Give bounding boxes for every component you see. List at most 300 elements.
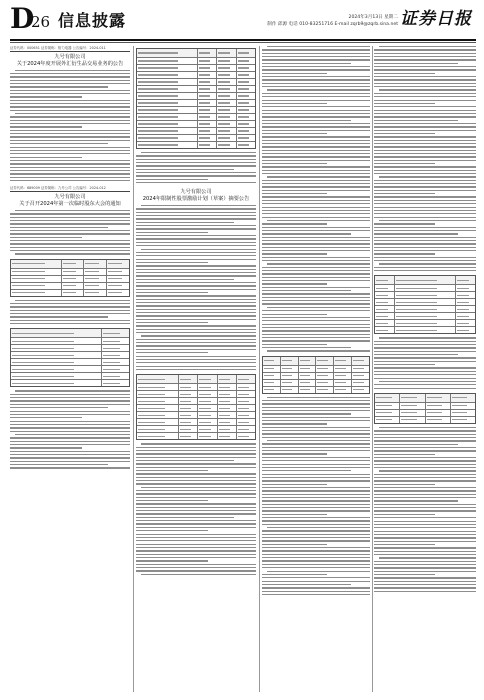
table-cell — [137, 135, 198, 141]
table-cell — [395, 285, 457, 291]
page-header — [10, 4, 476, 38]
text-line — [374, 56, 476, 57]
text-line — [267, 350, 370, 351]
text-line — [262, 460, 370, 461]
text-line — [262, 200, 370, 201]
text-line — [10, 431, 130, 432]
text-line — [136, 352, 208, 353]
text-line — [10, 73, 130, 74]
table-cell — [352, 380, 369, 386]
text-line — [262, 243, 370, 244]
table-cell — [198, 412, 217, 418]
text-line — [374, 480, 476, 481]
text-line — [136, 279, 234, 280]
text-line — [262, 450, 370, 451]
table-cell — [11, 373, 102, 379]
body-text — [374, 46, 476, 273]
text-line — [374, 250, 476, 251]
text-line — [141, 335, 256, 336]
text-line — [10, 143, 108, 144]
text-line — [374, 257, 476, 258]
table-cell — [137, 426, 179, 432]
text-line — [262, 490, 370, 491]
text-line — [374, 150, 476, 151]
text-line — [267, 176, 370, 177]
table-cell — [217, 93, 236, 99]
text-line — [136, 447, 256, 448]
table-cell — [334, 387, 352, 393]
text-line — [374, 63, 458, 64]
text-line — [262, 86, 370, 87]
text-line — [374, 551, 476, 552]
table-cell — [375, 410, 400, 416]
text-line — [374, 567, 476, 568]
text-line — [262, 150, 370, 151]
header-info — [267, 14, 398, 28]
table-cell — [281, 357, 299, 365]
text-line — [374, 247, 476, 248]
table-cell — [107, 276, 129, 282]
table-cell — [11, 345, 102, 351]
text-line — [262, 554, 370, 555]
table-cell — [198, 433, 217, 439]
text-line — [374, 86, 476, 87]
text-line — [262, 557, 370, 558]
table-cell — [198, 135, 217, 141]
text-line — [136, 162, 256, 163]
text-line — [136, 480, 256, 481]
table-cell — [179, 426, 198, 432]
text-line — [262, 517, 370, 518]
text-line — [262, 540, 370, 541]
text-line — [374, 527, 476, 528]
text-line — [374, 514, 435, 515]
text-line — [10, 223, 130, 224]
table-cell — [137, 121, 198, 127]
table-cell — [62, 290, 85, 296]
text-line — [262, 116, 370, 117]
table-cell — [137, 398, 179, 404]
text-line — [15, 70, 130, 71]
table-cell — [217, 49, 236, 57]
table-cell — [316, 380, 334, 386]
table-row — [137, 142, 255, 148]
text-line — [374, 253, 435, 254]
text-line — [10, 454, 130, 455]
text-line — [10, 303, 130, 304]
table-cell — [352, 357, 369, 365]
table-row — [137, 121, 255, 128]
text-line — [262, 317, 370, 318]
announcement-title — [10, 194, 130, 208]
text-line — [262, 180, 370, 181]
table-cell — [456, 276, 475, 284]
text-line — [136, 560, 208, 561]
table-cell — [237, 142, 255, 148]
text-line — [136, 497, 256, 498]
column-divider — [372, 46, 373, 692]
table-cell — [334, 373, 352, 379]
table-cell — [62, 269, 85, 275]
text-line — [374, 146, 476, 147]
text-line — [262, 210, 370, 211]
text-line — [262, 520, 370, 521]
text-line — [262, 290, 351, 291]
text-line — [262, 477, 370, 478]
text-line — [374, 207, 476, 208]
table-cell — [334, 357, 352, 365]
table-cell — [179, 433, 198, 439]
body-text — [10, 70, 130, 184]
table-cell — [263, 380, 281, 386]
table-cell — [400, 403, 425, 409]
data-table — [136, 48, 256, 149]
text-line — [379, 46, 476, 47]
text-line — [374, 59, 476, 60]
text-line — [10, 120, 130, 121]
text-line — [374, 163, 435, 164]
text-line — [262, 514, 327, 515]
table-cell — [84, 260, 107, 268]
text-line — [136, 527, 256, 528]
text-line — [262, 73, 327, 74]
text-line — [262, 467, 370, 468]
table-cell — [375, 306, 395, 312]
table-cell — [237, 114, 255, 120]
table-cell — [11, 338, 102, 344]
table-cell — [198, 405, 217, 411]
text-line — [15, 434, 130, 435]
text-line — [136, 523, 256, 524]
text-line — [262, 110, 370, 111]
text-line — [10, 150, 130, 151]
body-text — [10, 300, 130, 327]
text-line — [262, 547, 370, 548]
text-line — [374, 210, 476, 211]
text-line — [10, 461, 130, 462]
text-line — [15, 210, 130, 211]
text-line — [262, 560, 370, 561]
table-cell — [11, 380, 102, 386]
table-row — [137, 384, 255, 391]
publication-date: 2024年3月13日 星期二 — [348, 15, 398, 20]
text-line — [10, 400, 130, 401]
table-header-row — [375, 394, 475, 403]
table-cell — [334, 380, 352, 386]
text-line — [374, 213, 476, 214]
table-cell — [179, 391, 198, 397]
text-line — [262, 240, 370, 241]
text-line — [374, 341, 476, 342]
text-line — [136, 534, 256, 535]
text-line — [10, 177, 130, 178]
text-line — [136, 169, 234, 170]
table-cell — [456, 285, 475, 291]
text-line — [374, 467, 476, 468]
table-cell — [456, 313, 475, 319]
text-line — [374, 444, 458, 445]
text-line — [262, 320, 370, 321]
text-line — [262, 447, 370, 448]
table-cell — [316, 373, 334, 379]
table-cell — [137, 384, 179, 390]
text-line — [262, 277, 370, 278]
text-line — [136, 272, 256, 273]
text-line — [374, 354, 458, 355]
table-cell — [11, 359, 102, 365]
text-line — [374, 361, 476, 362]
table-cell — [137, 65, 198, 71]
text-line — [15, 390, 130, 391]
text-line — [136, 305, 256, 306]
text-line — [374, 103, 435, 104]
table-cell — [198, 107, 217, 113]
table-cell — [334, 366, 352, 372]
text-line — [374, 49, 476, 50]
table-cell — [375, 320, 395, 326]
table-cell — [237, 79, 255, 85]
text-line — [374, 564, 476, 565]
table-row — [137, 86, 255, 93]
text-line — [374, 233, 458, 234]
text-line — [10, 153, 130, 154]
text-line — [374, 378, 476, 379]
company-name: 九号有限公司 — [54, 54, 86, 60]
text-line — [136, 520, 256, 521]
table-cell — [237, 107, 255, 113]
table-row — [375, 327, 475, 333]
text-line — [262, 347, 351, 348]
table-cell — [179, 405, 198, 411]
text-line — [374, 156, 476, 157]
text-line — [15, 113, 130, 114]
text-line — [136, 467, 256, 468]
announcement-title — [10, 54, 130, 68]
text-line — [136, 366, 256, 367]
text-line — [15, 300, 130, 301]
text-line — [262, 337, 370, 338]
text-line — [374, 450, 476, 451]
text-line — [262, 79, 370, 80]
text-line — [374, 69, 476, 70]
table-cell — [84, 276, 107, 282]
text-line — [136, 507, 256, 508]
table-cell — [237, 433, 255, 439]
table-cell — [179, 398, 198, 404]
table-cell — [62, 260, 85, 268]
text-line — [136, 289, 256, 290]
text-line — [136, 547, 256, 548]
text-line — [262, 283, 327, 284]
text-line — [262, 420, 370, 421]
column-3 — [262, 46, 370, 694]
table-cell — [217, 100, 236, 106]
text-line — [262, 403, 370, 404]
table-row — [137, 128, 255, 135]
table-cell — [217, 142, 236, 148]
text-line — [262, 103, 327, 104]
table-cell — [237, 86, 255, 92]
text-line — [10, 90, 130, 91]
text-line — [374, 113, 476, 114]
text-line — [10, 437, 130, 438]
text-line — [136, 238, 256, 239]
text-line — [374, 166, 476, 167]
text-line — [374, 430, 476, 431]
announcement-code-line: 证券代码：000651 证券简称：格力电器 公告编号：2024-011 — [10, 46, 130, 52]
text-line — [374, 173, 476, 174]
column-2 — [136, 46, 256, 694]
table-row — [263, 387, 369, 393]
text-line — [262, 544, 327, 545]
table-row — [11, 345, 129, 352]
table-row — [263, 373, 369, 380]
text-line — [10, 310, 130, 311]
table-cell — [217, 79, 236, 85]
text-line — [10, 230, 130, 231]
text-line — [262, 267, 370, 268]
text-line — [262, 537, 370, 538]
text-line — [10, 404, 130, 405]
table-cell — [11, 290, 62, 296]
text-line — [262, 567, 370, 568]
text-line — [374, 180, 476, 181]
text-line — [136, 255, 256, 256]
table-cell — [237, 128, 255, 134]
table-cell — [137, 86, 198, 92]
table-row — [137, 419, 255, 426]
data-table — [374, 393, 476, 424]
text-line — [10, 136, 130, 137]
text-line — [374, 490, 476, 491]
table-cell — [137, 93, 198, 99]
table-cell — [263, 357, 281, 365]
table-header-row — [11, 329, 129, 338]
table-cell — [198, 58, 217, 64]
table-cell — [237, 412, 255, 418]
text-line — [379, 176, 476, 177]
table-cell — [451, 410, 475, 416]
table-cell — [375, 394, 400, 402]
table-cell — [218, 398, 237, 404]
table-row — [11, 269, 129, 276]
table-row — [375, 410, 475, 417]
text-line — [141, 152, 256, 153]
table-cell — [198, 65, 217, 71]
text-line — [262, 49, 370, 50]
header-rule-thin — [10, 42, 476, 43]
text-line — [136, 155, 256, 156]
text-line — [136, 215, 256, 216]
text-line — [262, 524, 370, 525]
table-cell — [426, 394, 451, 402]
text-line — [262, 303, 370, 304]
table-row — [137, 135, 255, 142]
body-text — [374, 427, 476, 594]
table-cell — [102, 345, 129, 351]
text-line — [10, 323, 130, 324]
text-line — [141, 574, 256, 575]
table-cell — [217, 107, 236, 113]
text-line — [136, 322, 208, 323]
text-line — [136, 302, 256, 303]
text-line — [379, 89, 476, 90]
text-line — [267, 307, 370, 308]
table-cell — [237, 384, 255, 390]
text-line — [136, 175, 256, 176]
table-cell — [137, 433, 179, 439]
text-line — [136, 262, 208, 263]
text-line — [374, 374, 476, 375]
text-line — [136, 362, 256, 363]
text-line — [374, 474, 476, 475]
text-line — [374, 504, 476, 505]
text-line — [136, 259, 256, 260]
text-line — [374, 507, 476, 508]
company-name: 九号有限公司 — [180, 189, 212, 196]
table-cell — [237, 419, 255, 425]
text-line — [374, 170, 476, 171]
text-line — [10, 306, 130, 307]
text-line — [374, 371, 476, 372]
text-line — [374, 76, 476, 77]
text-line — [136, 285, 256, 286]
text-line — [136, 218, 256, 219]
table-cell — [102, 359, 129, 365]
text-line — [136, 242, 256, 243]
table-row — [137, 100, 255, 107]
table-cell — [198, 384, 217, 390]
text-line — [262, 564, 370, 565]
table-cell — [237, 58, 255, 64]
text-line — [10, 103, 130, 104]
data-table — [10, 259, 130, 297]
data-table — [10, 328, 130, 387]
text-line — [374, 494, 476, 495]
table-row — [137, 58, 255, 65]
text-line — [374, 447, 476, 448]
text-line — [10, 316, 108, 317]
text-line — [262, 504, 370, 505]
text-line — [136, 490, 256, 491]
text-line — [136, 275, 256, 276]
text-line — [262, 69, 370, 70]
text-line — [374, 237, 476, 238]
text-line — [262, 123, 370, 124]
text-line — [262, 494, 370, 495]
table-cell — [456, 306, 475, 312]
text-line — [10, 444, 130, 445]
text-line — [136, 564, 256, 565]
table-row — [11, 338, 129, 345]
text-line — [262, 423, 327, 424]
text-line — [10, 441, 130, 442]
text-line — [136, 269, 256, 270]
text-line — [10, 394, 130, 395]
table-cell — [102, 373, 129, 379]
text-line — [141, 487, 256, 488]
text-line — [136, 228, 256, 229]
table-cell — [198, 93, 217, 99]
text-line — [374, 93, 476, 94]
text-line — [379, 557, 476, 558]
text-line — [136, 473, 256, 474]
text-line — [262, 487, 370, 488]
table-cell — [11, 352, 102, 358]
table-row — [137, 405, 255, 412]
text-line — [374, 133, 435, 134]
text-line — [374, 116, 476, 117]
